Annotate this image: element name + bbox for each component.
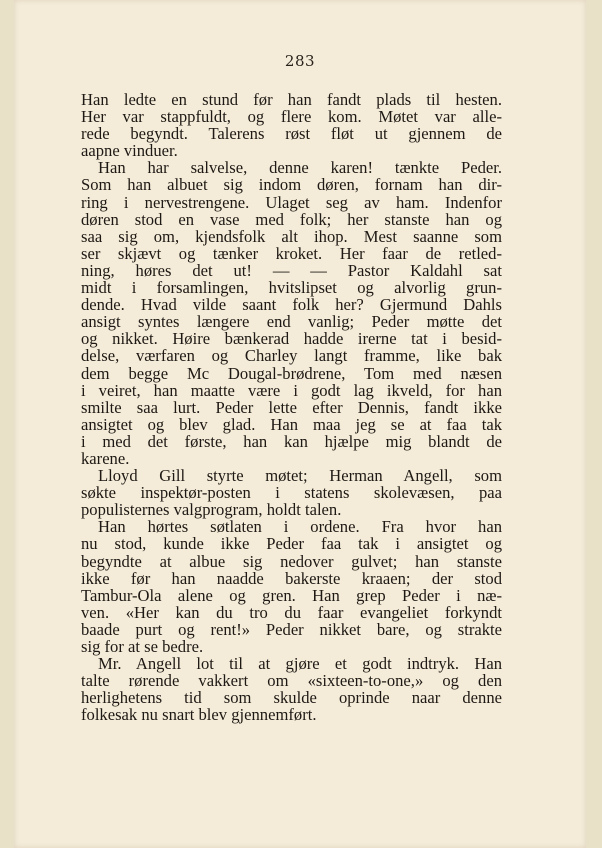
text-line: dem begge Mc Dougal-brødrene, Tom med næsen bbox=[81, 363, 502, 383]
text-line: Her var stappfuldt, og flere kom. Møtet var alle- bbox=[81, 107, 502, 127]
text-line: nu stod, kunde ikke Peder faa tak i ansigtet og bbox=[81, 534, 502, 554]
text-line: ikke før han naadde bakerste kraaen; der stod bbox=[81, 568, 502, 588]
text-line: saa sig om, kjendsfolk alt ihop. Mest saanne som bbox=[81, 226, 502, 246]
text-line: ansigtet og blev glad. Han maa jeg se at faa tak bbox=[81, 414, 502, 434]
text-line: begyndte at albue sig nedover gulvet; han stanste bbox=[81, 551, 502, 571]
text-line: Han har salvelse, denne karen! tænkte Peder. bbox=[98, 158, 502, 178]
book-page bbox=[14, 0, 586, 848]
text-line: midt i forsamlingen, hvitslipset og alvorlig grun- bbox=[81, 278, 502, 298]
text-line: i veiret, han maatte være i godt lag ikveld, for han bbox=[81, 380, 502, 400]
text-line: ven. «Her kan du tro du faar evangeliet forkyndt bbox=[81, 602, 502, 622]
text-line: delse, værfaren og Charley langt framme, like bak bbox=[81, 346, 502, 366]
text-line: folkesak nu snart blev gjennemført. bbox=[81, 705, 317, 725]
page-number: 283 bbox=[284, 52, 316, 70]
text-line: dende. Hvad vilde saant folk her? Gjermund Dahls bbox=[81, 295, 502, 315]
text-line: Som han albuet sig indom døren, fornam han dir- bbox=[81, 175, 502, 195]
text-line: smilte saa lurt. Peder lette efter Dennis, fandt ikke bbox=[81, 397, 502, 417]
text-line: søkte inspektør-posten i statens skolevæsen, paa bbox=[81, 483, 502, 503]
text-line: sig for at se bedre. bbox=[81, 637, 204, 656]
text-line: aapne vinduer. bbox=[81, 141, 178, 161]
text-line: populisternes valgprogram, holdt talen. bbox=[81, 500, 342, 520]
text-line: ring i nervestrengene. Ulaget seg av ham. Indenfor bbox=[81, 192, 502, 212]
text-line: rede begyndt. Talerens røst fløt ut gjennem de bbox=[81, 124, 502, 144]
text-line: karene. bbox=[81, 448, 130, 468]
body-text bbox=[81, 91, 502, 723]
text-line: i med det første, han kan hjælpe mig blandt de bbox=[81, 431, 502, 451]
text-line: Lloyd Gill styrte møtet; Herman Angell, som bbox=[98, 466, 502, 486]
text-line: og nikket. Høire bænkerad hadde irerne tat i besid- bbox=[81, 329, 502, 349]
text-line: ser skjævt og tænker kroket. Her faar de retled- bbox=[81, 243, 502, 263]
text-line: Tambur-Ola alene og gren. Han grep Peder i næ- bbox=[81, 585, 502, 605]
text-line: Mr. Angell lot til at gjøre et godt indtryk. Han bbox=[98, 654, 502, 674]
text-line: ning, høres det ut! — — Pastor Kaldahl sat bbox=[81, 260, 502, 280]
text-line: baade purt og rent!» Peder nikket bare, og strakte bbox=[81, 619, 502, 639]
text-line: Han ledte en stund før han fandt plads til hesten. bbox=[81, 90, 502, 109]
text-line: talte rørende vakkert om «sixteen-to-one,» og den bbox=[81, 671, 502, 691]
text-line: herlighetens tid som skulde oprinde naar denne bbox=[81, 688, 502, 708]
text-line: døren stod en vase med folk; her stanste han og bbox=[81, 209, 502, 229]
text-line: Han hørtes søtlaten i ordene. Fra hvor han bbox=[98, 517, 502, 537]
text-line: ansigt syntes længere end vanlig; Peder møtte det bbox=[81, 312, 502, 332]
